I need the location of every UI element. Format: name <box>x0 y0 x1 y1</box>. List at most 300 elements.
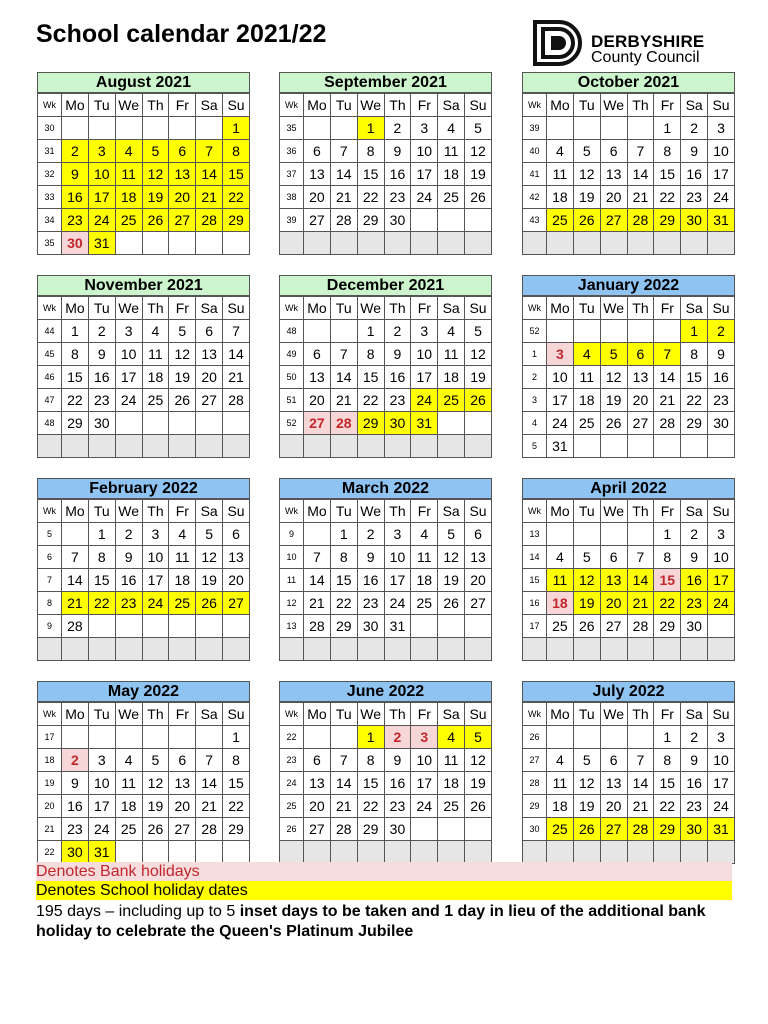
empty-cell <box>547 320 574 343</box>
day-cell: 6 <box>304 140 331 163</box>
week-number: 13 <box>280 615 304 638</box>
day-header: Su <box>708 500 735 523</box>
empty-cell <box>169 726 196 749</box>
day-cell: 5 <box>142 140 169 163</box>
empty-cell <box>465 232 492 255</box>
day-cell: 19 <box>465 366 492 389</box>
day-cell: 1 <box>357 726 384 749</box>
empty-cell <box>169 615 196 638</box>
day-cell: 9 <box>681 546 708 569</box>
day-header: We <box>357 500 384 523</box>
month-title: May 2022 <box>37 681 250 702</box>
week-number: 22 <box>280 726 304 749</box>
week-row <box>38 412 250 435</box>
day-header: Th <box>627 94 654 117</box>
day-cell: 3 <box>708 117 735 140</box>
week-row <box>523 569 735 592</box>
day-cell: 7 <box>223 320 250 343</box>
week-row <box>38 209 250 232</box>
day-cell: 29 <box>223 209 250 232</box>
day-cell: 30 <box>681 818 708 841</box>
day-cell: 12 <box>465 343 492 366</box>
empty-cell <box>708 638 735 661</box>
week-row <box>523 726 735 749</box>
day-cell: 10 <box>411 749 438 772</box>
empty-cell <box>304 232 331 255</box>
day-cell: 11 <box>438 140 465 163</box>
empty-cell <box>547 726 574 749</box>
month-grid <box>522 296 735 458</box>
week-number: 48 <box>280 320 304 343</box>
empty-cell <box>196 412 223 435</box>
day-cell: 28 <box>330 412 357 435</box>
week-number: 48 <box>38 412 62 435</box>
day-header: Sa <box>438 94 465 117</box>
day-cell: 26 <box>142 209 169 232</box>
day-cell: 4 <box>547 546 574 569</box>
day-cell: 20 <box>196 366 223 389</box>
empty-cell <box>547 638 574 661</box>
day-cell: 9 <box>62 772 89 795</box>
day-cell: 17 <box>88 795 115 818</box>
empty-cell <box>438 412 465 435</box>
day-cell: 19 <box>438 569 465 592</box>
empty-cell <box>654 435 681 458</box>
week-number: 22 <box>38 841 62 864</box>
day-header: Sa <box>196 500 223 523</box>
day-cell: 21 <box>330 186 357 209</box>
day-header: Su <box>223 500 250 523</box>
empty-cell <box>573 841 600 864</box>
day-header: Su <box>708 703 735 726</box>
day-cell: 27 <box>196 389 223 412</box>
empty-cell <box>384 435 411 458</box>
month-grid <box>522 702 735 864</box>
day-cell: 21 <box>627 592 654 615</box>
week-row <box>280 749 492 772</box>
empty-cell <box>438 232 465 255</box>
day-cell: 6 <box>304 749 331 772</box>
day-cell: 16 <box>384 163 411 186</box>
day-cell: 24 <box>411 795 438 818</box>
day-header: Sa <box>196 94 223 117</box>
day-cell: 28 <box>627 615 654 638</box>
day-header: Mo <box>62 94 89 117</box>
day-cell: 25 <box>411 592 438 615</box>
day-cell: 29 <box>330 615 357 638</box>
day-cell: 11 <box>547 163 574 186</box>
week-row <box>280 389 492 412</box>
day-cell: 20 <box>627 389 654 412</box>
week-number: 16 <box>523 592 547 615</box>
day-cell: 14 <box>654 366 681 389</box>
day-cell: 3 <box>708 523 735 546</box>
day-cell: 6 <box>600 140 627 163</box>
day-cell: 17 <box>88 186 115 209</box>
day-cell: 11 <box>142 343 169 366</box>
day-header: Su <box>465 703 492 726</box>
week-row <box>38 320 250 343</box>
empty-cell <box>600 320 627 343</box>
empty-cell <box>196 117 223 140</box>
day-cell: 5 <box>142 749 169 772</box>
week-header: Wk <box>38 94 62 117</box>
day-cell: 25 <box>438 389 465 412</box>
month-7 <box>37 478 250 661</box>
week-number: 38 <box>280 186 304 209</box>
empty-cell <box>465 841 492 864</box>
day-cell: 1 <box>223 726 250 749</box>
week-row <box>523 638 735 661</box>
day-header: Th <box>384 703 411 726</box>
day-header: Tu <box>573 500 600 523</box>
day-cell: 27 <box>169 818 196 841</box>
day-cell: 30 <box>384 818 411 841</box>
day-cell: 7 <box>627 140 654 163</box>
week-row <box>280 163 492 186</box>
empty-cell <box>169 638 196 661</box>
day-cell: 21 <box>196 795 223 818</box>
empty-cell <box>304 841 331 864</box>
month-grid <box>37 296 250 458</box>
empty-cell <box>600 435 627 458</box>
week-number: 3 <box>523 389 547 412</box>
days-note <box>36 902 732 942</box>
day-header: Tu <box>88 703 115 726</box>
month-5 <box>279 275 492 458</box>
day-cell: 6 <box>600 546 627 569</box>
empty-cell <box>88 615 115 638</box>
day-cell: 28 <box>223 389 250 412</box>
empty-cell <box>411 841 438 864</box>
empty-cell <box>223 841 250 864</box>
day-cell: 21 <box>627 186 654 209</box>
day-cell: 31 <box>384 615 411 638</box>
day-cell: 26 <box>573 615 600 638</box>
month-grid <box>37 499 250 661</box>
day-cell: 19 <box>196 569 223 592</box>
day-cell: 21 <box>304 592 331 615</box>
day-header: We <box>357 703 384 726</box>
week-number: 34 <box>38 209 62 232</box>
day-cell: 4 <box>438 320 465 343</box>
week-row <box>38 772 250 795</box>
day-header: Fr <box>169 703 196 726</box>
empty-cell <box>142 726 169 749</box>
day-cell: 15 <box>357 366 384 389</box>
day-cell: 8 <box>62 343 89 366</box>
day-cell: 30 <box>681 615 708 638</box>
week-row <box>523 366 735 389</box>
day-cell: 22 <box>62 389 89 412</box>
week-row <box>38 343 250 366</box>
day-cell: 1 <box>654 117 681 140</box>
day-header: Su <box>223 703 250 726</box>
day-cell: 12 <box>573 569 600 592</box>
day-header: We <box>115 94 142 117</box>
day-cell: 23 <box>384 186 411 209</box>
day-cell: 27 <box>600 209 627 232</box>
day-cell: 26 <box>465 795 492 818</box>
day-cell: 7 <box>196 749 223 772</box>
month-title: December 2021 <box>279 275 492 296</box>
empty-cell <box>681 638 708 661</box>
month-title: July 2022 <box>522 681 735 702</box>
day-cell: 28 <box>627 818 654 841</box>
day-cell: 28 <box>196 818 223 841</box>
day-header: Sa <box>196 297 223 320</box>
empty-cell <box>654 232 681 255</box>
empty-cell <box>88 638 115 661</box>
empty-cell <box>627 523 654 546</box>
week-number <box>280 638 304 661</box>
day-cell: 4 <box>142 320 169 343</box>
empty-cell <box>681 841 708 864</box>
empty-cell <box>654 320 681 343</box>
empty-cell <box>304 523 331 546</box>
day-cell: 16 <box>62 795 89 818</box>
day-cell: 3 <box>708 726 735 749</box>
day-header: Mo <box>547 94 574 117</box>
empty-cell <box>708 841 735 864</box>
day-cell: 15 <box>681 366 708 389</box>
day-cell: 5 <box>573 749 600 772</box>
week-header: Wk <box>38 297 62 320</box>
day-header: We <box>357 297 384 320</box>
day-cell: 27 <box>600 615 627 638</box>
day-cell: 7 <box>330 343 357 366</box>
day-header: Su <box>223 297 250 320</box>
empty-cell <box>196 841 223 864</box>
day-cell: 22 <box>223 795 250 818</box>
week-row <box>280 726 492 749</box>
day-cell: 27 <box>304 818 331 841</box>
day-cell: 18 <box>411 569 438 592</box>
day-cell: 20 <box>304 389 331 412</box>
empty-cell <box>438 615 465 638</box>
day-cell: 13 <box>304 366 331 389</box>
week-number: 39 <box>280 209 304 232</box>
day-cell: 30 <box>681 209 708 232</box>
month-6 <box>522 275 735 458</box>
week-number: 11 <box>280 569 304 592</box>
empty-cell <box>330 232 357 255</box>
week-row <box>280 320 492 343</box>
day-cell: 4 <box>115 749 142 772</box>
week-number: 40 <box>523 140 547 163</box>
week-row <box>523 772 735 795</box>
week-row <box>523 117 735 140</box>
month-title: November 2021 <box>37 275 250 296</box>
day-cell: 10 <box>708 546 735 569</box>
week-number: 12 <box>280 592 304 615</box>
day-cell: 10 <box>411 343 438 366</box>
empty-cell <box>708 435 735 458</box>
week-row <box>38 841 250 864</box>
day-header: Th <box>627 703 654 726</box>
day-cell: 16 <box>384 772 411 795</box>
week-row <box>523 795 735 818</box>
week-row <box>523 523 735 546</box>
day-header: Fr <box>169 500 196 523</box>
day-cell: 31 <box>411 412 438 435</box>
empty-cell <box>196 615 223 638</box>
day-cell: 4 <box>573 343 600 366</box>
day-cell: 18 <box>573 389 600 412</box>
day-cell: 18 <box>115 186 142 209</box>
day-cell: 15 <box>223 163 250 186</box>
week-number: 41 <box>523 163 547 186</box>
day-cell: 3 <box>115 320 142 343</box>
week-number: 35 <box>280 117 304 140</box>
week-number: 20 <box>38 795 62 818</box>
week-row <box>38 186 250 209</box>
day-cell: 13 <box>627 366 654 389</box>
week-row <box>38 163 250 186</box>
day-cell: 3 <box>411 117 438 140</box>
month-11 <box>279 681 492 864</box>
day-cell: 10 <box>708 140 735 163</box>
day-cell: 21 <box>196 186 223 209</box>
legend <box>36 862 732 900</box>
week-number: 43 <box>523 209 547 232</box>
empty-cell <box>169 232 196 255</box>
week-row <box>280 795 492 818</box>
day-cell: 11 <box>573 366 600 389</box>
day-cell: 23 <box>62 818 89 841</box>
day-cell: 15 <box>62 366 89 389</box>
day-cell: 18 <box>115 795 142 818</box>
day-header: Fr <box>411 94 438 117</box>
day-cell: 7 <box>62 546 89 569</box>
day-cell: 17 <box>411 366 438 389</box>
day-cell: 5 <box>573 546 600 569</box>
week-number <box>280 232 304 255</box>
empty-cell <box>115 232 142 255</box>
day-header: Th <box>384 500 411 523</box>
note-part-2: inset days to be taken and 1 day in lieu of the additional bank holiday to celebrate the Queen's Platinum Jubilee <box>36 903 706 940</box>
day-header: Fr <box>654 297 681 320</box>
day-cell: 3 <box>88 749 115 772</box>
empty-cell <box>411 638 438 661</box>
empty-cell <box>88 435 115 458</box>
day-header: Th <box>627 297 654 320</box>
week-number: 26 <box>280 818 304 841</box>
empty-cell <box>627 841 654 864</box>
day-header: Tu <box>573 297 600 320</box>
month-grid <box>37 93 250 255</box>
day-cell: 22 <box>654 795 681 818</box>
day-cell: 5 <box>465 726 492 749</box>
empty-cell <box>573 726 600 749</box>
day-cell: 31 <box>708 818 735 841</box>
week-number <box>280 435 304 458</box>
day-header: Sa <box>681 703 708 726</box>
day-cell: 12 <box>142 163 169 186</box>
day-cell: 5 <box>465 117 492 140</box>
day-cell: 20 <box>304 795 331 818</box>
day-cell: 19 <box>142 795 169 818</box>
empty-cell <box>304 726 331 749</box>
week-number: 17 <box>38 726 62 749</box>
day-header: Tu <box>88 500 115 523</box>
empty-cell <box>384 638 411 661</box>
week-row <box>38 366 250 389</box>
day-cell: 11 <box>115 772 142 795</box>
day-cell: 5 <box>169 320 196 343</box>
empty-cell <box>573 523 600 546</box>
week-number: 23 <box>280 749 304 772</box>
day-cell: 19 <box>573 795 600 818</box>
day-cell: 21 <box>330 389 357 412</box>
day-header: We <box>115 500 142 523</box>
week-row <box>38 232 250 255</box>
day-cell: 14 <box>62 569 89 592</box>
day-cell: 15 <box>88 569 115 592</box>
day-cell: 14 <box>330 163 357 186</box>
day-cell: 5 <box>573 140 600 163</box>
day-cell: 2 <box>357 523 384 546</box>
day-cell: 27 <box>169 209 196 232</box>
day-cell: 4 <box>438 117 465 140</box>
day-cell: 26 <box>169 389 196 412</box>
month-8 <box>279 478 492 661</box>
day-cell: 12 <box>573 163 600 186</box>
empty-cell <box>627 232 654 255</box>
week-number: 32 <box>38 163 62 186</box>
empty-cell <box>169 117 196 140</box>
day-cell: 19 <box>465 772 492 795</box>
day-cell: 29 <box>62 412 89 435</box>
day-cell: 13 <box>465 546 492 569</box>
day-cell: 16 <box>384 366 411 389</box>
empty-cell <box>223 615 250 638</box>
day-header: Mo <box>62 297 89 320</box>
day-cell: 12 <box>169 343 196 366</box>
day-cell: 27 <box>304 412 331 435</box>
empty-cell <box>304 117 331 140</box>
empty-cell <box>708 615 735 638</box>
empty-cell <box>62 523 89 546</box>
empty-cell <box>465 435 492 458</box>
day-cell: 15 <box>330 569 357 592</box>
day-cell: 9 <box>708 343 735 366</box>
day-header: Mo <box>62 703 89 726</box>
week-number: 45 <box>38 343 62 366</box>
day-cell: 2 <box>62 749 89 772</box>
day-header: Fr <box>411 500 438 523</box>
day-cell: 3 <box>384 523 411 546</box>
week-row <box>280 232 492 255</box>
day-cell: 9 <box>384 749 411 772</box>
week-header: Wk <box>280 297 304 320</box>
empty-cell <box>573 320 600 343</box>
week-row <box>280 569 492 592</box>
day-cell: 1 <box>681 320 708 343</box>
day-cell: 23 <box>88 389 115 412</box>
week-header: Wk <box>38 703 62 726</box>
day-cell: 30 <box>384 412 411 435</box>
week-number: 30 <box>523 818 547 841</box>
day-cell: 24 <box>411 389 438 412</box>
day-cell: 20 <box>465 569 492 592</box>
day-cell: 21 <box>223 366 250 389</box>
day-cell: 2 <box>384 117 411 140</box>
empty-cell <box>465 638 492 661</box>
day-cell: 22 <box>681 389 708 412</box>
empty-cell <box>438 209 465 232</box>
month-3 <box>522 72 735 255</box>
